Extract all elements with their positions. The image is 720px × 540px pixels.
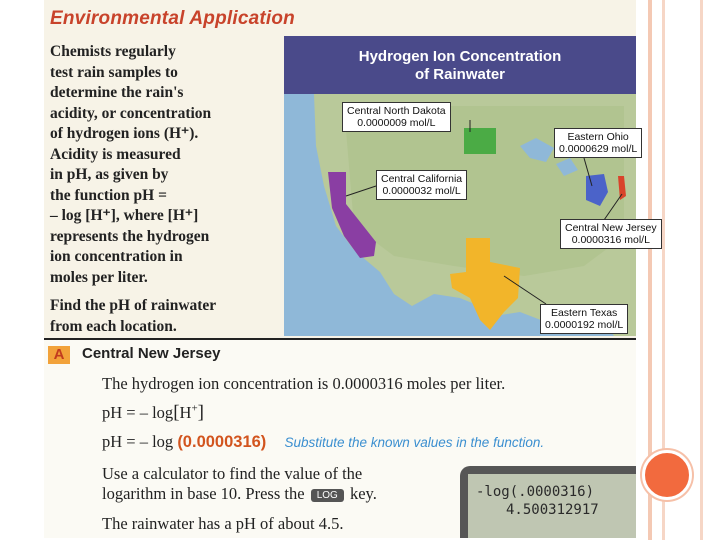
example-line-instruction: Use a calculator to find the value of the (102, 464, 363, 483)
location-name: Central North Dakota (347, 105, 446, 117)
calculator-display (460, 466, 636, 538)
intro-line: represents the hydrogen (50, 227, 210, 245)
location-value: 0.0000032 mol/L (382, 185, 461, 197)
log-key-icon: LOG (311, 489, 344, 502)
slide-decoration-circle (642, 450, 692, 500)
calculator-screen (468, 474, 636, 538)
example-line-concentration: The hydrogen ion concentration is 0.0000316 moles per liter. (102, 374, 506, 393)
location-value: 0.0000629 mol/L (559, 143, 638, 155)
location-name: Eastern Texas (550, 307, 618, 319)
formula-prefix: pH = – log (102, 403, 174, 422)
intro-line: moles per liter. (50, 268, 148, 286)
north-dakota-region (464, 128, 496, 154)
intro-line: the function pH = (50, 186, 167, 204)
location-value: 0.0000192 mol/L (545, 319, 624, 331)
intro-line: of hydrogen ions (H⁺). (50, 125, 199, 142)
example-line-formula: pH = – log[H+] (102, 402, 204, 423)
intro-line: determine the rain's (50, 84, 184, 101)
substituted-value: (0.0000316) (177, 433, 267, 451)
substitution-note: Substitute the known values in the function. (284, 435, 545, 450)
callout-eastern-texas (540, 304, 628, 334)
intro-text (50, 42, 260, 337)
example-a (44, 338, 636, 538)
location-name: Central New Jersey (565, 222, 657, 234)
map-title-line: of Rainwater (414, 66, 505, 83)
section-title: Environmental Application (50, 8, 295, 29)
location-value: 0.0000009 mol/L (357, 117, 436, 129)
rainwater-map (284, 36, 657, 336)
intro-line: in pH, as given by (50, 166, 169, 183)
callout-central-california (376, 170, 467, 200)
instruction-text-end: key. (349, 484, 377, 503)
instruction-text: logarithm in base 10. Press the (102, 484, 305, 503)
intro-line: Acidity is measured (50, 145, 181, 163)
formula-superscript: + (191, 402, 198, 415)
textbook-page (44, 0, 657, 536)
intro-paragraph (50, 42, 260, 288)
intro-line: – log [H⁺], where [H⁺] (50, 207, 199, 224)
location-name: Central California (381, 173, 463, 185)
slide-border-line (700, 0, 703, 540)
example-line-substitution (102, 432, 544, 452)
callout-central-new-jersey (560, 219, 662, 249)
callout-eastern-ohio (554, 128, 642, 158)
intro-line: Find the pH of rainwater (50, 297, 217, 314)
example-badge: A (48, 346, 70, 364)
example-heading: Central New Jersey (82, 345, 221, 362)
example-line-answer: The rainwater has a pH of about 4.5. (102, 514, 344, 533)
calculator-input: -log(.0000316) (476, 484, 595, 500)
intro-instruction (50, 296, 260, 337)
location-name: Eastern Ohio (567, 131, 629, 143)
substitution-prefix: pH = – log (102, 432, 174, 451)
calculator-result: 4.500312917 (506, 502, 599, 518)
location-value: 0.0000316 mol/L (571, 234, 650, 246)
callout-north-dakota (342, 102, 451, 132)
map-title (284, 48, 636, 84)
intro-line: from each location. (50, 317, 177, 335)
intro-line: test rain samples to (50, 63, 178, 81)
map-title-line: Hydrogen Ion Concentration (358, 48, 562, 65)
intro-line: acidity, or concentration (50, 104, 212, 122)
intro-line: Chemists regularly (50, 43, 176, 60)
example-line-instruction-cont (102, 484, 377, 504)
intro-line: ion concentration in (50, 248, 183, 265)
formula-variable: H (179, 403, 192, 422)
